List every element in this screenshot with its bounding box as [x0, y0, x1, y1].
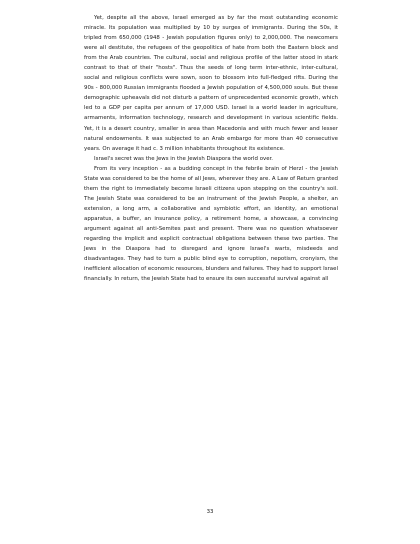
page-number: 33 [206, 509, 214, 515]
paragraph: From its very inception - as a budding concept in the febrile brain of Herzl - the Jewish State was considered to be the home of all Jews, wherever they are. A Law of Return granted them the right to immediately become Israeli citizens upon stepping on the country's soil. The Jewish State was considered to be an instrument of the Jewish People, a shelter, an extension, a long arm, a collaborative and symbiotic effort, an identity, an emotional apparatus, a buffer, an insurance policy, a retirement home, a showcase, a convincing argument against all anti-Semites past and present. There was no question whatsoever regarding the implicit and explicit contractual obligations between these two parties. The Jews in the Diaspora had to disregard and ignore Israel's warts, misdeeds and disadvantages. They had to turn a public blind eye to corruption, nepotism, cronyism, the inefficient allocation of economic resources, blunders and failures. They had to support Israel financially. In return, the Jewish State had to ensure its own successful survival against all [84, 165, 338, 283]
paragraph: Israel's secret was the Jews in the Jewish Diaspora the world over. [94, 155, 274, 162]
paragraph: Yet, despite all the above, Israel emerged as by far the most outstanding economic miracle. Its population was multiplied by 10 by surges of immigrants. During the 50s, it tripled from 650,000 (1948 - Jewish population figures only) to 2,000,000. The newcomers were all destitute, the refugees of the geopolitics of hate from both the Eastern block and from the Arab countries. The cultural, social and religious profile of the latter stood in stark contrast to that of their "hosts". Thus the seeds of long term inter-ethnic, inter-cultural, social and religious conflicts were sown, soon to blossom into full-fledged rifts. During the 90s - 800,000 Russian immigrants flooded a Jewish population of 4,500,000 souls. But these demographic upheavals did not disturb a pattern of unprecedented economic growth, which led to a GDP per capita per annum of 17,000 USD. Israel is a world leader in agriculture, armaments, information technology, research and development in various scientific fields. Yet, it is a desert country, smaller in area than Macedonia and with much fewer and lesser natural endowments. It was subjected to an Arab embargo for more than 40 consecutive years. On average it had c. 3 million inhabitants throughout its existence. [84, 15, 338, 152]
body-text [84, 13, 338, 284]
